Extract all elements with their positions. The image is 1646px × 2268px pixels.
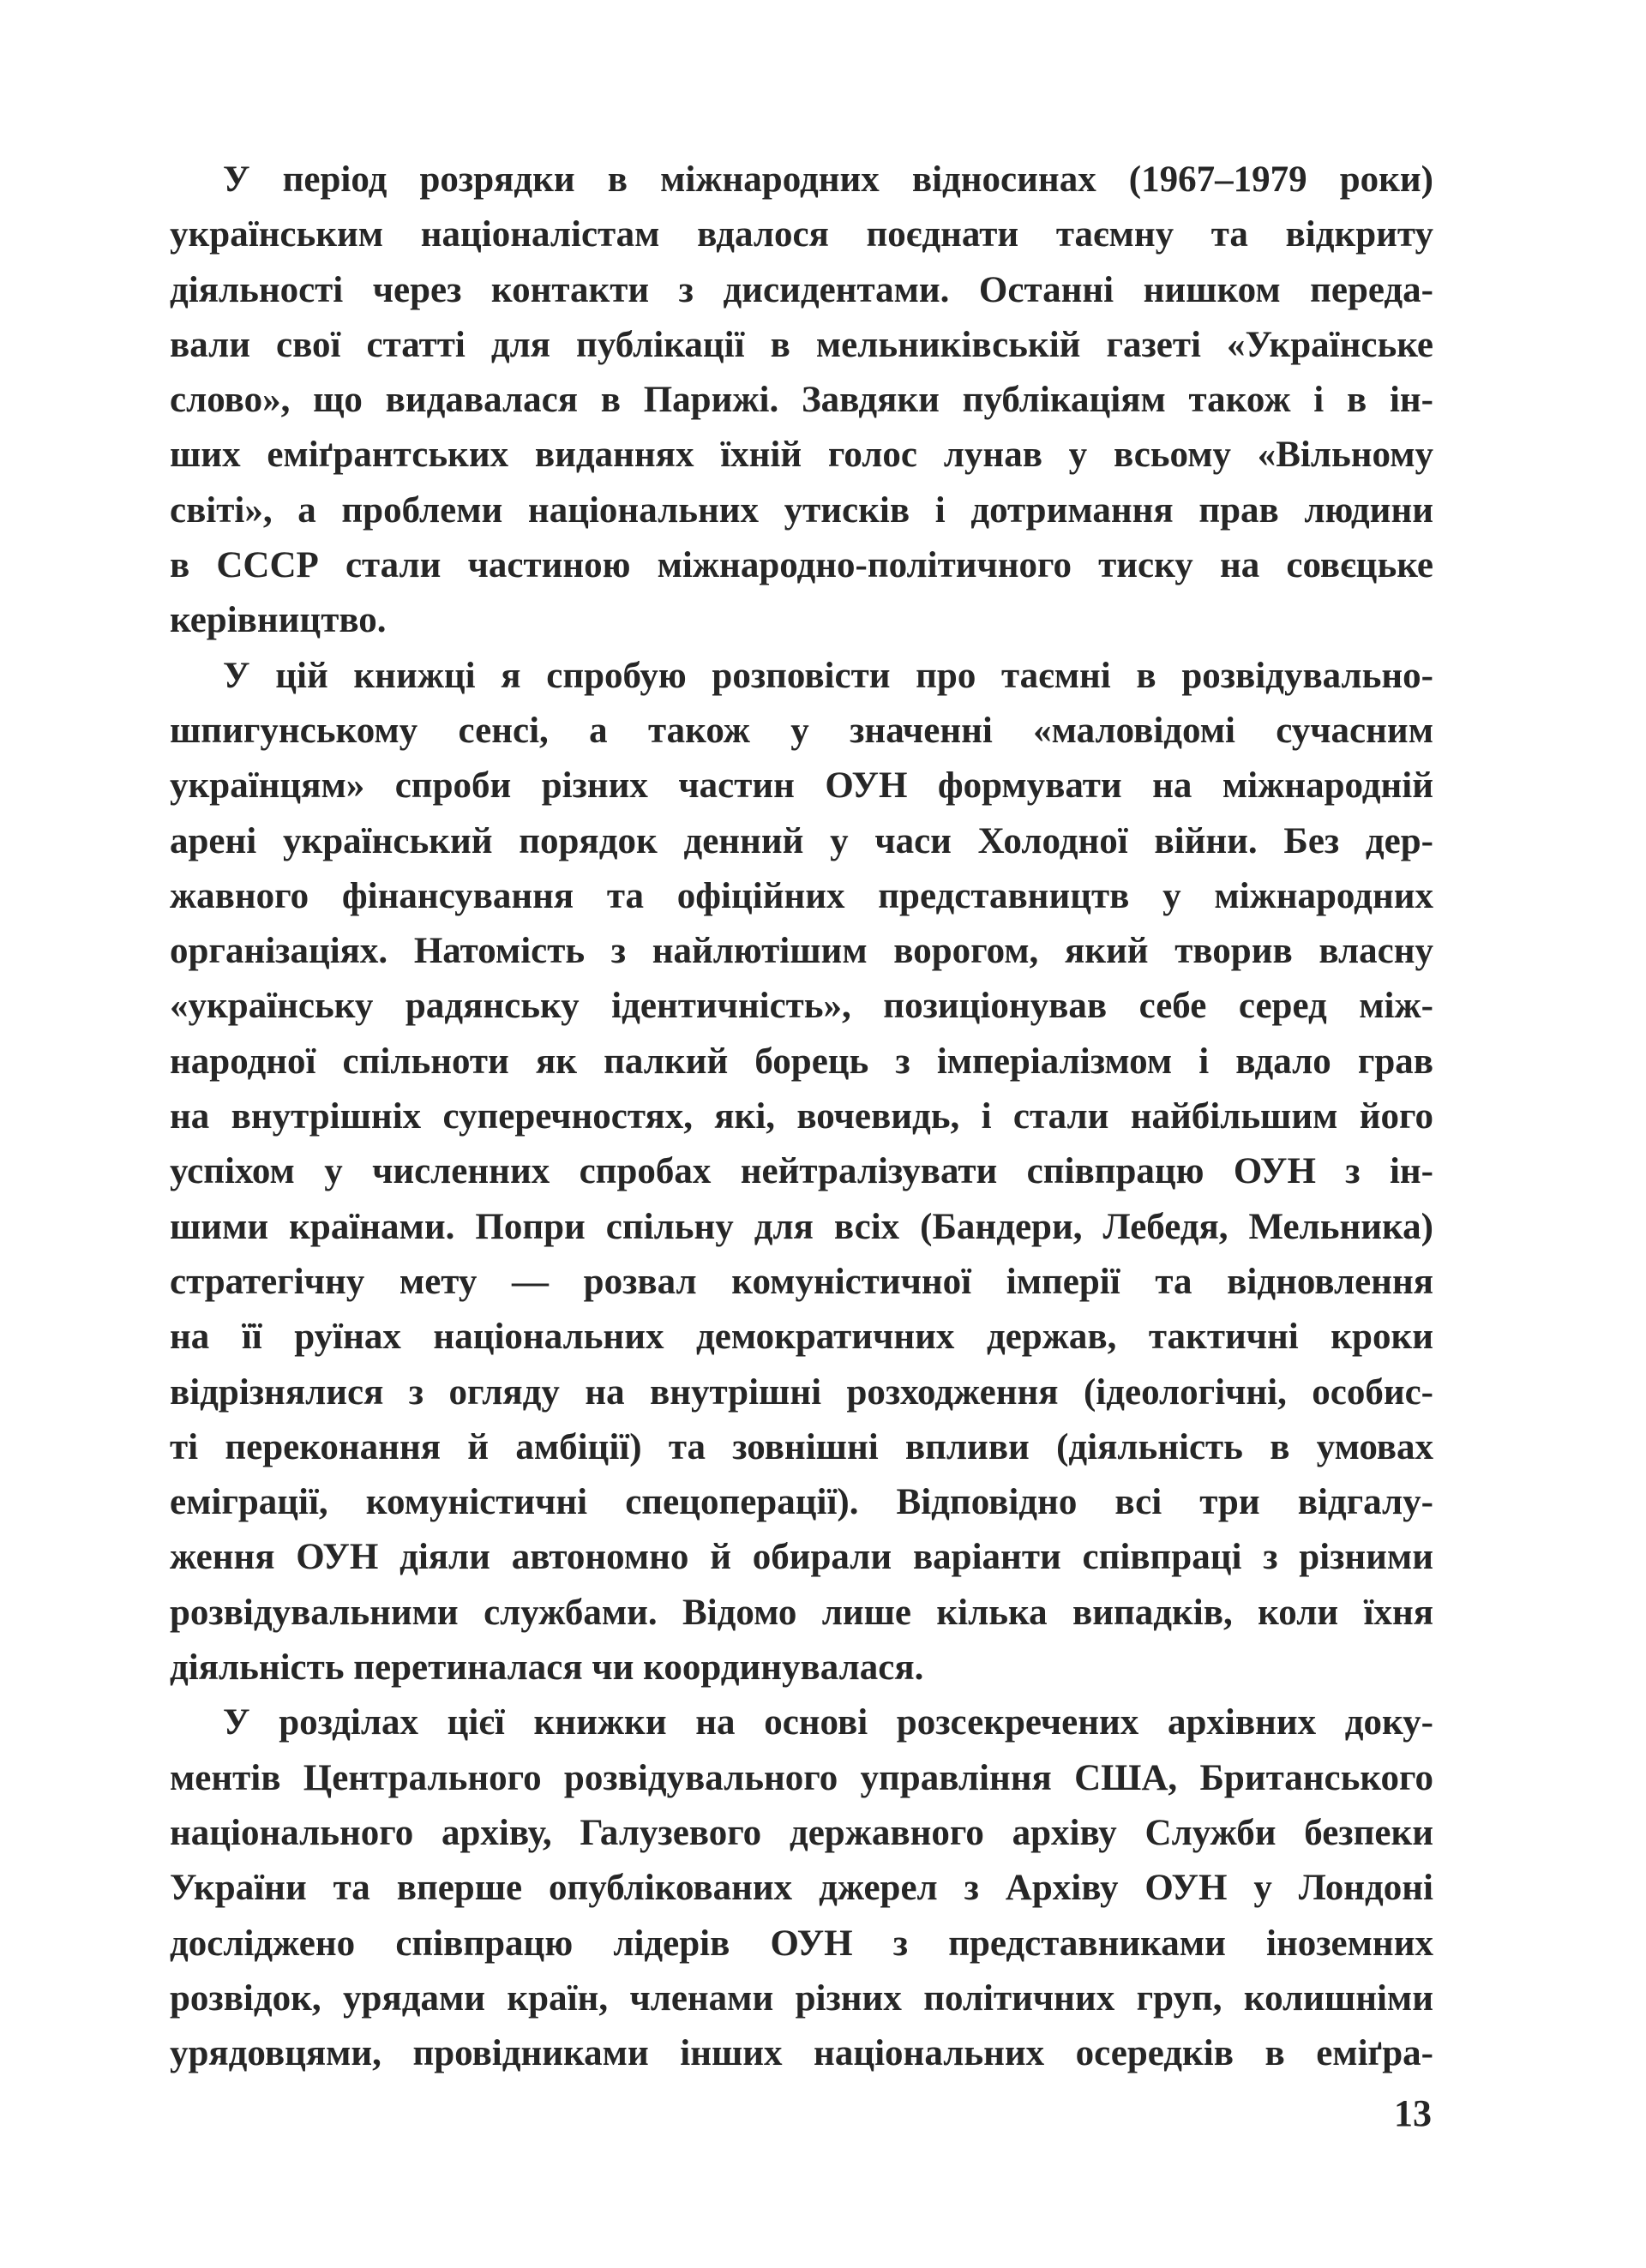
text-line: світі», а проблеми національних утисків і дотримання прав людини — [170, 489, 1433, 531]
text-line: стратегічну мету — розвал комуністичної імперії та відновлення — [170, 1261, 1433, 1302]
text-line: на її руїнах національних демократичних держав, тактичні кроки — [170, 1317, 1433, 1358]
text-line: на внутрішніх суперечностях, які, вочевидь, і стали найбільшим його — [170, 1096, 1433, 1137]
book-page-text — [170, 153, 1433, 2081]
text-line: організаціях. Натомість з найлютішим ворогом, який творив власну — [170, 931, 1433, 972]
text-line: ження ОУН діяли автономно й обирали варіанти співпраці з різними — [170, 1537, 1433, 1578]
text-line: відрізнялися з огляду на внутрішні розходження (ідеологічні, особис- — [170, 1371, 1433, 1413]
text-line: розвідувальними службами. Відомо лише кілька випадків, коли їхня — [170, 1592, 1433, 1633]
text-line: досліджено співпрацю лідерів ОУН з представниками іноземних — [170, 1923, 1433, 1964]
text-line: народної спільноти як палкий борець з імперіалізмом і вдало грав — [170, 1041, 1433, 1082]
text-line: діяльності через контакти з дисидентами. Останні нишком переда- — [170, 269, 1433, 310]
page-number: 13 — [1394, 2092, 1432, 2134]
text-line: шпигунському сенсі, а також у значенні «маловідомі сучасним — [170, 710, 1433, 751]
text-line: українцям» спроби різних частин ОУН формувати на міжнародній — [170, 765, 1433, 807]
text-line: українським націоналістам вдалося поєднати таємну та відкриту — [170, 214, 1433, 255]
text-line: У цій книжці я спробую розповісти про таємні в розвідувально- — [223, 655, 1433, 696]
text-line: У розділах цієї книжки на основі розсекречених архівних доку- — [223, 1702, 1433, 1743]
text-line: діяльність перетиналася чи координувалася. — [170, 1647, 924, 1689]
text-line: розвідок, урядами країн, членами різних політичних груп, колишніми — [170, 1977, 1433, 2019]
text-line: керівництво. — [170, 600, 387, 641]
text-line: «українську радянську ідентичність», позиціонував себе серед між- — [170, 986, 1433, 1027]
text-line: ті переконання й амбіції) та зовнішні впливи (діяльність в умовах — [170, 1426, 1433, 1467]
text-line: успіхом у численних спробах нейтралізувати співпрацю ОУН з ін- — [170, 1151, 1433, 1192]
text-line: ментів Центрального розвідувального управління США, Британського — [170, 1757, 1433, 1798]
text-line: вали свої статті для публікації в мельниківській газеті «Українське — [170, 324, 1433, 365]
text-line: ших еміґрантських виданнях їхній голос лунав у всьому «Вільному — [170, 435, 1433, 476]
text-line: національного архіву, Галузевого державного архіву Служби безпеки — [170, 1812, 1433, 1853]
paragraph — [170, 153, 1433, 649]
text-line: жавного фінансування та офіційних представництв у міжнародних — [170, 875, 1433, 916]
text-line: еміграції, комуністичні спецоперації). Відповідно всі три відгалу- — [170, 1482, 1433, 1523]
paragraph — [170, 649, 1433, 1696]
text-line: арені український порядок денний у часи Холодної війни. Без дер- — [170, 820, 1433, 861]
text-line: України та вперше опублікованих джерел з Архіву ОУН у Лондоні — [170, 1868, 1433, 1909]
text-line: шими країнами. Попри спільну для всіх (Бандери, Лебедя, Мельника) — [170, 1206, 1433, 1247]
text-line: слово», що видавалася в Парижі. Завдяки публікаціям також і в ін- — [170, 380, 1433, 421]
text-line: в СССР стали частиною міжнародно-політичного тиску на совєцьке — [170, 545, 1433, 586]
paragraph — [170, 1695, 1433, 2081]
text-line: У період розрядки в міжнародних відносинах (1967–1979 роки) — [223, 159, 1433, 200]
text-line: урядовцями, провідниками інших національних осередків в еміґра- — [170, 2033, 1433, 2074]
